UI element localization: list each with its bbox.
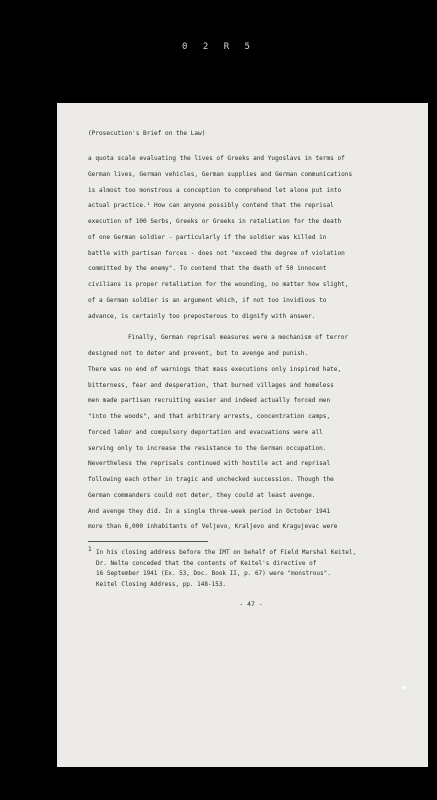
footnote-body <box>96 548 414 590</box>
film-speck <box>403 686 406 689</box>
footnote-line: Keitel Closing Address, pp. 148-153. <box>96 580 227 588</box>
body-line: German commanders could not deter, they could at least avenge. <box>88 491 316 499</box>
document-heading: (Prosecution's Brief on the Law) <box>88 130 206 137</box>
body-line: of one German soldier - particularly if the soldier was killed in <box>88 233 327 241</box>
body-line: advance, is certainly too preposterous to dignify with answer. <box>88 312 316 320</box>
body-line: civilians is proper retaliation for the wounding, no matter how slight, <box>88 281 349 288</box>
body-line: bitterness, fear and desperation, that burned villages and homeless <box>88 381 334 389</box>
body-line: actual practice.¹ How can anyone possibly contend that the reprisal <box>88 202 334 210</box>
document-page <box>57 103 428 767</box>
body-line: Nevertheless the reprisals continued with hostile act and reprisal <box>88 460 331 468</box>
body-line: committed by the enemy". To contend that the death of 50 innocent <box>88 265 327 273</box>
footnote-divider <box>88 541 208 542</box>
body-line: following each other in tragic and unchecked succession. Though the <box>88 476 334 483</box>
body-line: execution of 100 Serbs, Greeks or Greeks in retaliation for the death <box>88 218 342 225</box>
body-line: serving only to increase the resistance to the German occupation. <box>88 444 327 452</box>
footnote-line: Dr. Nelte conceded that the contents of Keitel's directive of <box>96 559 317 567</box>
body-line: of a German soldier is an argument which, if not too invidious to <box>88 296 327 304</box>
body-line: German lives, German vehicles, German supplies and German communications <box>88 170 353 178</box>
body-line: a quota scale evaluating the lives of Greeks and Yugoslavs in terms of <box>88 155 345 162</box>
body-line: "into the woods", and that arbitrary arrests, concentration camps, <box>88 413 331 420</box>
footnote-line: 16 September 1941 (Ex. 53, Doc. Book II, p. 67) were "monstrous". <box>96 570 331 577</box>
page-number: - 47 - <box>239 600 263 608</box>
footnote-line: In his closing address before the IMT on behalf of Field Marshal Keitel, <box>96 549 357 556</box>
body-line: And avenge they did. In a single three-week period in October 1941 <box>88 507 331 515</box>
body-line: forced labor and compulsory deportation and evacuations were all <box>88 428 323 436</box>
footnote <box>88 548 414 590</box>
body-line: is almost too monstrous a conception to comprehend let alone put into <box>88 186 342 194</box>
body-line: more than 6,000 inhabitants of Veljevo, Kraljevo and Kragujevac were <box>88 523 338 531</box>
footnote-mark: 1 <box>88 546 92 553</box>
body-line: There was no end of warnings that mass executions only inspired hate, <box>88 365 342 373</box>
body-line: men made partisan recruiting easier and indeed actually forced men <box>88 397 331 405</box>
body-line: designed not to deter and prevent, but to avenge and punish. <box>88 350 309 357</box>
body-line: battle with partisan forces - does not "exceed the degree of violation <box>88 249 345 257</box>
microfilm-frame-id: 0 2 R 5 <box>182 42 255 52</box>
document-body <box>88 151 414 535</box>
body-line: Finally, German reprisal measures were a mechanism of terror <box>128 334 349 342</box>
